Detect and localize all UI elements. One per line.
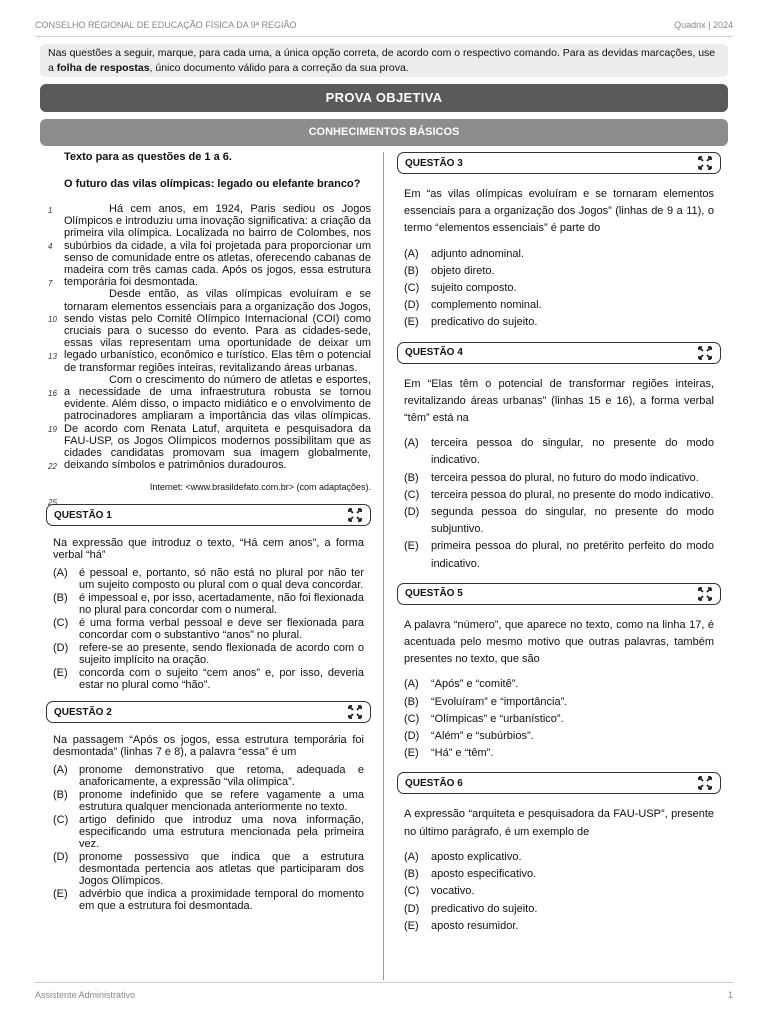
question-5-header xyxy=(397,583,721,605)
option-a[interactable]: (A) é pessoal e, portanto, só não está no plural por não ter um sujeito composto ou plural com o qual deva concordar. xyxy=(53,567,364,592)
line-number: 16 xyxy=(48,389,57,398)
question-3-label: QUESTÃO 3 xyxy=(405,157,463,169)
line-number: 1 xyxy=(48,206,53,215)
question-6-options xyxy=(404,849,714,935)
subsection-title: CONHECIMENTOS BÁSICOS xyxy=(40,119,728,146)
text-source: Internet: <www.brasildefato.com.br> (com adaptações). xyxy=(149,482,371,493)
footer-job-title: Assistente Administrativo xyxy=(35,990,136,1000)
question-1-stem: Na expressão que introduz o texto, “Há cem anos”, a forma verbal “há” xyxy=(53,537,364,562)
page-number: 1 xyxy=(727,990,733,1000)
option-a[interactable]: (A) “Após” e “comitê”. xyxy=(404,678,519,691)
question-2-label: QUESTÃO 2 xyxy=(54,706,112,718)
question-4-label: QUESTÃO 4 xyxy=(405,347,463,359)
question-6-header xyxy=(397,772,721,794)
option-a[interactable]: (A) terceira pessoa do singular, no presente do modo indicativo. xyxy=(404,437,714,467)
header-divider xyxy=(35,36,733,37)
option-b[interactable]: (B) aposto especificativo. xyxy=(404,868,537,881)
option-d[interactable]: (D) segunda pessoa do singular, no presente do modo subjuntivo. xyxy=(404,506,714,536)
option-c[interactable]: (C) vocativo. xyxy=(404,885,475,898)
instructions-text-2: , único documento válido para a correção da sua prova. xyxy=(149,62,409,74)
passage-paragraph: Desde então, as vilas olímpicas evoluíram e se tornaram elementos essenciais para a organização dos Jogos, sendo vistas pelo Comitê Olímpico Internacional (COI) como cruciais para o sucesso do evento. Para as cidades-sede, essas vilas representam uma oportunidade de deixar um legado urbanístico, econômico e turístico. Elas têm o potencial de transformar regiões inteiras, revitalizando áreas urbanas. xyxy=(64,288,371,374)
column-divider xyxy=(383,152,384,980)
option-d[interactable]: (D) “Além” e “subúrbios”. xyxy=(404,730,534,743)
question-4-header xyxy=(397,342,721,364)
instructions-bold: folha de respostas xyxy=(56,62,150,74)
right-column xyxy=(397,152,721,945)
line-number: 13 xyxy=(48,352,57,361)
question-5-stem: A palavra “número”, que aparece no texto, como na linha 17, é acentuada pelo mesmo motivo que outras palavras, também presentes no texto, que são xyxy=(404,618,714,666)
question-5-options xyxy=(404,676,714,762)
expand-arrows-icon xyxy=(348,705,362,719)
option-e[interactable]: (E) concorda com o sujeito “cem anos” e, por isso, deveria estar no plural como “hão”. xyxy=(53,667,364,692)
option-b[interactable]: (B) “Evoluíram” e “importância”. xyxy=(404,695,568,708)
option-c[interactable]: (C) sujeito composto. xyxy=(404,282,517,295)
option-b[interactable]: (B) é impessoal e, por isso, acertadamente, não foi flexionada no plural para concordar com o numeral. xyxy=(53,592,364,617)
option-c[interactable]: (C) terceira pessoa do plural, no presente do modo indicativo. xyxy=(404,488,714,501)
question-1-header xyxy=(46,504,371,526)
line-number: 7 xyxy=(48,279,53,288)
line-number: 25 xyxy=(48,498,57,507)
text-title: O futuro das vilas olímpicas: legado ou elefante branco? xyxy=(64,178,361,190)
option-e[interactable]: (E) aposto resumidor. xyxy=(404,919,519,932)
option-e[interactable]: (E) advérbio que indica a proximidade temporal do momento em que a estrutura foi desmontada. xyxy=(53,888,364,913)
instructions-box xyxy=(40,44,728,77)
question-2-header xyxy=(46,701,371,723)
option-b[interactable]: (B) objeto direto. xyxy=(404,264,495,277)
question-2-options xyxy=(53,764,364,912)
line-number: 19 xyxy=(48,425,57,434)
header-organization: CONSELHO REGIONAL DE EDUCAÇÃO FÍSICA DA 9ª REGIÃO xyxy=(35,20,297,30)
question-3-options xyxy=(404,246,714,332)
option-b[interactable]: (B) pronome indefinido que se refere vagamente a uma estrutura qualquer mencionada anteriormente no texto. xyxy=(53,789,364,814)
option-d[interactable]: (D) pronome possessivo que indica que a estrutura desmontada pertencia aos atletas que participaram dos Jogos Olímpicos. xyxy=(53,851,364,888)
left-column xyxy=(46,150,371,922)
expand-arrows-icon xyxy=(698,156,712,170)
option-c[interactable]: (C) é uma forma verbal pessoal e deve ser flexionada para concordar com o substantivo “anos” no plural. xyxy=(53,617,364,642)
option-a[interactable]: (A) aposto explicativo. xyxy=(404,850,522,863)
option-a[interactable]: (A) pronome demonstrativo que retoma, adequada e anaforicamente, a expressão “vila olímpica”. xyxy=(53,764,364,789)
header-exam-board: Quadrix | 2024 xyxy=(674,20,733,30)
expand-arrows-icon xyxy=(698,346,712,360)
question-3-stem: Em “as vilas olímpicas evoluíram e se tornaram elementos essenciais para a organização dos Jogos” (linhas de 9 a 11), o termo “elementos essenciais” é parte do xyxy=(404,188,714,235)
passage-paragraph: Há cem anos, em 1924, Paris sediou os Jogos Olímpicos e introduziu uma inovação significativa: a criação da primeira vila olímpica. Localizada no bairro de Colombes, nos subúrbios da cidade, a vila foi projetada para proporcionar um senso de comunidade entre os atletas, oferecendo cabanas de madeira com três camas cada. Após os jogos, essa estrutura temporária foi desmontada. xyxy=(64,203,371,289)
option-c[interactable]: (C) “Olímpicas” e “urbanístico”. xyxy=(404,712,564,725)
instructions-text-1: Nas questões a seguir, marque, para cada uma, a única opção correta, de acordo com o respectivo comando. Para as devidas marcações, use a xyxy=(48,47,716,74)
option-d[interactable]: (D) refere-se ao presente, sendo flexionada de acordo com o sujeito implícito na oração. xyxy=(53,642,364,667)
question-3-header xyxy=(397,152,721,174)
question-6-stem: A expressão “arquiteta e pesquisadora da FAU-USP”, presente no último parágrafo, é um exemplo de xyxy=(404,808,714,838)
line-number: 10 xyxy=(48,315,57,324)
option-e[interactable]: (E) “Há” e “têm”. xyxy=(404,747,494,760)
option-e[interactable]: (E) primeira pessoa do plural, no pretérito perfeito do modo indicativo. xyxy=(404,540,714,570)
line-number: 22 xyxy=(48,462,57,471)
option-c[interactable]: (C) artigo definido que introduz uma nova informação, especificando uma estrutura mencionada pela primeira vez. xyxy=(53,814,364,851)
question-4-stem: Em “Elas têm o potencial de transformar regiões inteiras, revitalizando áreas urbanas” (linhas 15 e 16), a forma verbal “têm” está na xyxy=(404,377,714,425)
option-a[interactable]: (A) adjunto adnominal. xyxy=(404,247,524,260)
expand-arrows-icon xyxy=(698,587,712,601)
question-5-label: QUESTÃO 5 xyxy=(405,588,463,600)
option-e[interactable]: (E) predicativo do sujeito. xyxy=(404,316,538,329)
page-footer xyxy=(35,990,733,1000)
footer-divider xyxy=(35,982,733,983)
line-number: 4 xyxy=(48,242,53,251)
question-2-stem: Na passagem “Após os jogos, essa estrutura temporária foi desmontada” (linhas 7 e 8), a palavra “essa” é um xyxy=(53,734,364,759)
option-b[interactable]: (B) terceira pessoa do plural, no futuro do modo indicativo. xyxy=(404,471,699,484)
question-1-options xyxy=(53,567,364,691)
option-d[interactable]: (D) complemento nominal. xyxy=(404,299,542,312)
question-6-label: QUESTÃO 6 xyxy=(405,777,463,789)
page-header xyxy=(35,20,733,34)
expand-arrows-icon xyxy=(698,776,712,790)
section-title: PROVA OBJETIVA xyxy=(40,84,728,112)
passage-paragraph: Com o crescimento do número de atletas e esportes, a necessidade de uma infraestrutura robusta se tornou evidente. Além disso, o impacto midiático e o envolvimento de patrocinadores ampliaram a importância das vilas olímpicas. De acordo com Renata Latuf, arquiteta e pesquisadora da FAU-USP, os Jogos Olímpicos modernos possibilitam que as cidades candidatas promovam sua imagem globalmente, deixando símbolos e patrimônios duradouros. xyxy=(64,373,371,472)
question-4-options xyxy=(404,435,714,573)
expand-arrows-icon xyxy=(348,508,362,522)
question-1-label: QUESTÃO 1 xyxy=(54,509,112,521)
text-intro: Texto para as questões de 1 a 6. xyxy=(64,151,232,163)
option-d[interactable]: (D) predicativo do sujeito. xyxy=(404,902,538,915)
